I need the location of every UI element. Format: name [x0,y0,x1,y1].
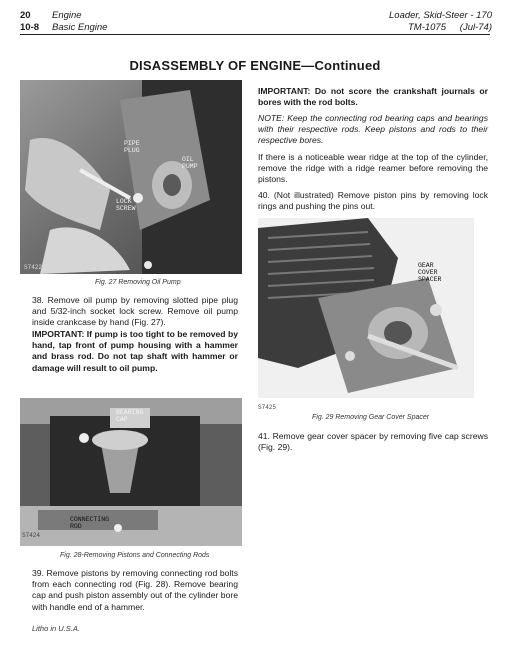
section-number: 10-8 [20,22,40,33]
header-rule [20,34,490,35]
manual-date: (Jul-74) [459,22,492,33]
figure-28-photo [20,398,242,546]
figure-28-caption: Fig. 28-Removing Pistons and Connecting Rods [60,552,210,559]
step-40-text: 40. (Not illustrated) Remove piston pins by removing lock rings and pushing the pins out. [258,190,488,212]
product-title: Loader, Skid-Steer - 170 [389,10,492,21]
footer-litho: Litho in U.S.A. [32,624,80,633]
figure-27-photo-number: S7422 [24,264,43,271]
connecting-rod-label: CONNECTING ROD [70,516,110,530]
figure-29-caption: Fig. 29 Removing Gear Cover Spacer [312,414,430,421]
subsection-title: Basic Engine [52,22,108,33]
pipe-plug-label: PIPE PLUG [124,140,140,154]
figure-27-caption: Fig. 27 Removing Oil Pump [95,279,181,286]
step-41-text: 41. Remove gear cover spacer by removing five cap screws (Fig. 29). [258,431,488,453]
section-title: Engine [52,10,82,21]
figure-29-photo-number: S7425 [258,404,277,411]
page-title: DISASSEMBLY OF ENGINE—Continued [129,58,381,73]
manual-number: TM-1075 [407,22,446,33]
important-crankshaft-text: IMPORTANT: Do not score the crankshaft journals or bores with the rod bolts. [258,86,488,108]
oil-pump-label: OIL PUMP [182,156,198,170]
figure-28-photo-number: S7424 [22,532,41,539]
figure-29-photo [258,218,474,398]
figure-27-photo [20,80,242,274]
ridge-text: If there is a noticeable wear ridge at the top of the cylinder, remove the ridge with a ridge reamer before removing the pistons. [258,152,488,185]
important-pump-text: IMPORTANT: If pump is too tight to be removed by hand, tap front of pump housing with a hammer and brass rod. Do not tap shaft with hammer or damage will result to oil pump. [32,329,238,373]
bearing-cap-label: BEARING CAP [116,409,144,423]
page-number: 20 [20,10,31,21]
step-38-text: 38. Remove oil pump by removing slotted pipe plug and 5/32-inch socket lock screw. Remove oil pump inside crankcase by hand (Fig. 27). [32,295,238,328]
lock-screw-label: LOCK SCREW [116,198,136,212]
step-39-text: 39. Remove pistons by removing connecting rod bolts from each connecting rod (Fig. 28). Remove bearing cap and push piston assembly out of the cylinder bore with handle end of a hammer. [32,568,238,612]
gear-cover-spacer-label: GEAR COVER SPACER [418,262,442,283]
note-text: NOTE: Keep the connecting rod bearing caps and bearings with their respective rods. Keep pistons and rods to their respective bores. [258,113,488,146]
